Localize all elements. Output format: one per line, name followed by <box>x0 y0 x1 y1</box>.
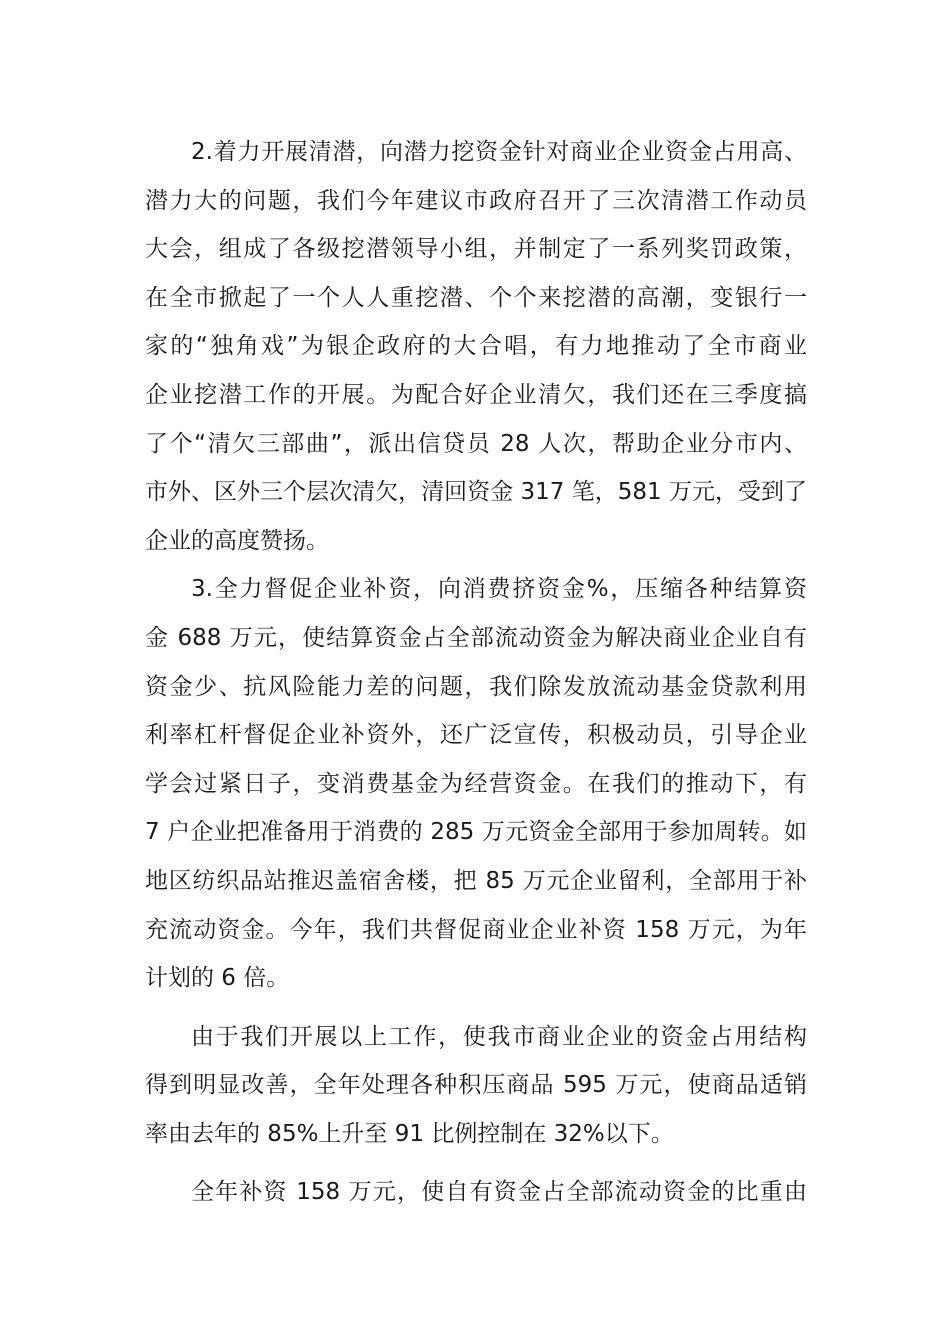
text-line: 企业挖潜工作的开展。为配合好企业清欠，我们还在三季度搞 <box>145 381 807 408</box>
text-line: 学会过紧日子，变消费基金为经营资金。在我们的推动下，有 <box>145 770 807 797</box>
text-line: 市外、区外三个层次清欠，清回资金 317 笔，581 万元，受到了 <box>145 479 807 506</box>
paragraph-results <box>145 1013 807 1159</box>
text-line: 利率杠杆督促企业补资外，还广泛宣传，积极动员，引导企业 <box>145 722 807 749</box>
text-line: 家的“独角戏”为银企政府的大合唱，有力地推动了全市商业 <box>145 333 807 360</box>
text-line: 金 688 万元，使结算资金占全部流动资金为解决商业企业自有 <box>145 624 807 651</box>
paragraph-capital-supplement <box>145 565 807 1002</box>
paragraph-annual-supplement <box>145 1168 807 1217</box>
text-line: 资金少、抗风险能力差的问题，我们除发放流动基金贷款利用 <box>145 673 807 700</box>
text-line: 7 户企业把准备用于消费的 285 万元资金全部用于参加周转。如 <box>145 819 807 846</box>
text-line: 充流动资金。今年，我们共督促商业企业补资 158 万元，为年 <box>145 916 807 943</box>
paragraph-clearing-potential <box>145 128 807 565</box>
document-body <box>145 128 807 1217</box>
text-line: 潜力大的问题，我们今年建议市政府召开了三次清潜工作动员 <box>145 187 807 214</box>
text-line: 由于我们开展以上工作，使我市商业企业的资金占用结构 <box>191 1023 807 1050</box>
text-line: 3.全力督促企业补资，向消费挤资金%，压缩各种结算资 <box>191 576 807 603</box>
text-line: 计划的 6 倍。 <box>145 965 290 992</box>
text-line: 在全市掀起了一个人人重挖潜、个个来挖潜的高潮，变银行一 <box>145 284 807 311</box>
text-line: 率由去年的 85%上升至 91 比例控制在 32%以下。 <box>145 1120 674 1147</box>
text-line: 2.着力开展清潜，向潜力挖资金针对商业企业资金占用高、 <box>191 139 807 165</box>
text-line: 企业的高度赞扬。 <box>145 527 329 554</box>
text-line: 大会，组成了各级挖潜领导小组，并制定了一系列奖罚政策， <box>145 236 807 263</box>
text-line: 地区纺织品站推迟盖宿舍楼，把 85 万元企业留利，全部用于补 <box>145 867 807 894</box>
text-line: 全年补资 158 万元，使自有资金占全部流动资金的比重由 <box>191 1179 807 1206</box>
text-line: 得到明显改善，全年处理各种积压商品 595 万元，使商品适销 <box>145 1072 807 1099</box>
text-line: 了个“清欠三部曲”，派出信贷员 28 人次，帮助企业分市内、 <box>145 430 807 457</box>
